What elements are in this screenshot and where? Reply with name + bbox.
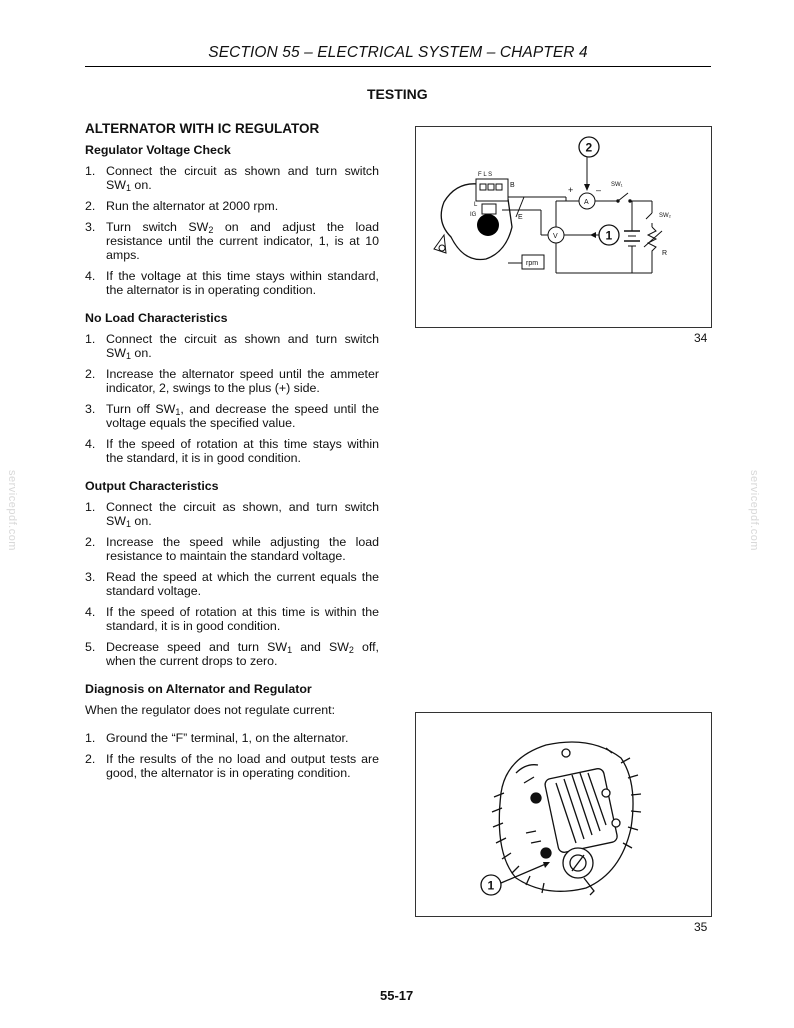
- list-item: 1. Connect the circuit as shown and turn switch $SW_1$ on.: [85, 164, 379, 193]
- label-plus: +: [568, 185, 574, 195]
- section-title: ALTERNATOR WITH IC REGULATOR: [85, 121, 320, 136]
- list-item: 1. Connect the circuit as shown and turn switch $SW_1$ on.: [85, 332, 379, 361]
- label-fls: F L S: [478, 172, 493, 178]
- figure-35-alternator: [415, 712, 712, 917]
- page-header: [85, 44, 711, 67]
- list-item: 2. If the results of the no load and output tests are good, the alternator is in operating condition.: [85, 752, 379, 780]
- list-item: 4. If the speed of rotation at this time is within the standard, it is in good condition.: [85, 605, 379, 633]
- figure-35-number: 35: [694, 920, 708, 934]
- label-ig: IG: [470, 212, 477, 218]
- diagnosis-intro: When the regulator does not regulate current:: [85, 703, 336, 717]
- label-a: A: [584, 199, 589, 206]
- list-item: 2. Run the alternator at 2000 rpm.: [85, 199, 279, 213]
- regulator-voltage-check-heading: Regulator Voltage Check: [85, 143, 231, 157]
- list-item: 3. Turn off $SW_1$, and decrease the speed until the voltage equals the specified value.: [85, 402, 379, 430]
- regulator-voltage-check-list: [85, 164, 379, 297]
- figure-34-circuit: [415, 126, 712, 328]
- label-sw1: SW₁: [611, 182, 623, 188]
- callout-1: 1: [605, 228, 613, 243]
- output-list: [85, 500, 379, 668]
- label-minus: –: [596, 185, 602, 195]
- list-item: 3. Read the speed at which the current equals the standard voltage.: [85, 570, 379, 598]
- output-heading: Output Characteristics: [85, 479, 219, 493]
- watermark-right: servicepdf.com: [748, 470, 760, 551]
- testing-heading: TESTING: [367, 86, 428, 102]
- label-v: V: [553, 233, 558, 240]
- no-load-heading: No Load Characteristics: [85, 311, 228, 325]
- list-item: 5. Decrease speed and turn $SW_1$ and $SW_2$ off, when the current drops to zero.: [85, 640, 379, 668]
- diagnosis-heading: Diagnosis on Alternator and Regulator: [85, 682, 312, 696]
- alternator-illustration: [416, 713, 711, 916]
- label-e: E: [518, 214, 523, 221]
- callout-1: 1: [487, 878, 495, 893]
- watermark-left: servicepdf.com: [6, 470, 18, 551]
- list-item: 3. Turn switch $SW_2$ on and adjust the load resistance until the current indicator, 1, is at 10 amps.: [85, 220, 379, 262]
- circuit-diagram: [416, 127, 711, 327]
- label-rpm: rpm: [526, 260, 539, 267]
- list-item: 4. If the speed of rotation at this time stays within the standard, it is in good condition.: [85, 437, 379, 465]
- list-item: 4. If the voltage at this time stays within standard, the alternator is in operating condition.: [85, 269, 379, 297]
- header-title: SECTION 55 – ELECTRICAL SYSTEM – CHAPTER 4: [208, 44, 588, 61]
- list-item: 2. Increase the speed while adjusting the load resistance to maintain the standard voltage.: [85, 535, 379, 563]
- diagnosis-list: [85, 731, 379, 780]
- callout-2: 2: [585, 140, 593, 155]
- list-item: 2. Increase the alternator speed until the ammeter indicator, 2, swings to the plus (+) side.: [85, 367, 379, 395]
- page-number: 55-17: [380, 988, 414, 1003]
- label-b: B: [510, 182, 515, 189]
- label-r: R: [662, 250, 668, 257]
- label-l: L: [474, 202, 478, 208]
- no-load-list: [85, 332, 379, 465]
- list-item: 1. Ground the “F” terminal, 1, on the alternator.: [85, 731, 349, 745]
- figure-34-number: 34: [694, 331, 708, 345]
- label-sw2: SW₂: [659, 213, 671, 219]
- text-column: [85, 122, 379, 787]
- list-item: 1. Connect the circuit as shown, and turn switch $SW_1$ on.: [85, 500, 379, 529]
